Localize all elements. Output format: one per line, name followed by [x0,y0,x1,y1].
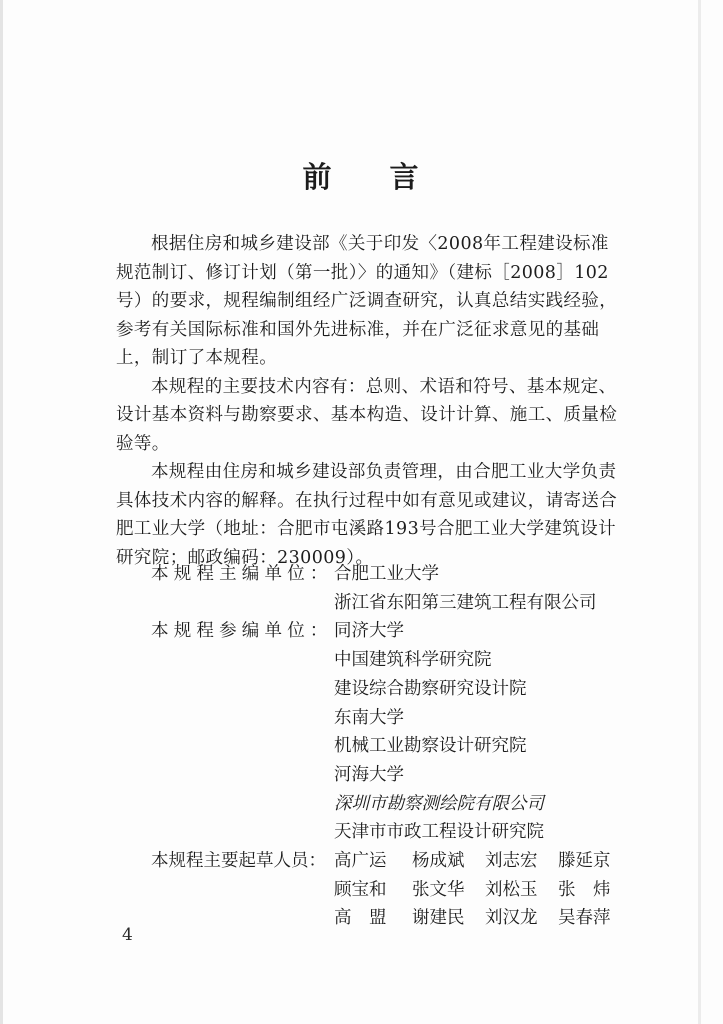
chief-unit: 浙江省东阳第三建筑工程有限公司 [334,592,597,613]
chief-unit-row [116,560,636,589]
participating-unit-row [116,790,636,819]
participating-unit-row [116,617,636,646]
chief-unit-row [116,589,636,618]
drafters-row [116,847,636,876]
text-line: 验等。 [116,433,170,454]
drafter-name: 刘志宏 [485,851,538,872]
chief-units-label: 本规程主编单位： [151,564,333,584]
preface-body [116,230,631,572]
page-title [0,155,723,196]
drafter-name: 张 炜 [558,879,611,900]
drafters-row [116,904,636,933]
participating-unit-row [116,675,636,704]
text-line: 参考有关国际标准和国外先进标准，并在广泛征求意见的基础 [116,319,600,340]
text-line: 研究院；邮政编码：230009）。 [116,547,374,568]
participating-unit-row [116,704,636,733]
drafter-name: 刘汉龙 [485,908,538,929]
drafters-row [116,876,636,905]
text-line: 肥工业大学（地址：合肥市屯溪路193号合肥工业大学建筑设计 [116,519,616,539]
paragraph-2 [116,373,631,459]
text-line: 号）的要求，规程编制组经广泛调查研究，认真总结实践经验， [116,291,618,311]
chief-unit: 合肥工业大学 [334,564,439,584]
participating-unit-row [116,818,636,847]
drafter-name: 吴春萍 [558,908,611,929]
participating-unit: 深圳市勘察测绘院有限公司 [334,793,544,814]
participating-unit: 东南大学 [334,707,404,728]
drafters-label: 本规程主要起草人员： [151,851,326,872]
drafter-name: 高 盟 [334,908,387,929]
page-number: 4 [122,925,133,945]
participating-units-label: 本规程参编单位： [151,621,333,642]
text-line: 上，制订了本规程。 [116,348,278,368]
drafter-name: 张文华 [412,879,465,900]
drafter-name: 刘松玉 [485,879,538,900]
paragraph-3 [116,458,631,572]
scan-edge-left [0,0,3,1024]
participating-unit-row [116,732,636,761]
drafter-name: 谢建民 [412,908,465,929]
text-line: 本规程由住房和城乡建设部负责管理，由合肥工业大学负责 [151,462,617,482]
drafter-name: 滕延京 [558,851,611,872]
scan-edge-right [698,0,701,1024]
paragraph-1 [116,230,631,373]
drafter-name: 顾宝和 [334,879,387,900]
participating-unit: 河海大学 [334,764,404,785]
text-line: 具体技术内容的解释。在执行过程中如有意见或建议，请寄送合 [116,490,618,511]
participating-unit-row [116,646,636,675]
participating-unit: 中国建筑科学研究院 [334,650,492,671]
title-char-2: 言 [389,160,421,194]
drafter-name: 杨成斌 [412,851,465,872]
credits-section [116,560,636,933]
text-line: 本规程的主要技术内容有：总则、术语和符号、基本规定、 [151,376,617,397]
participating-unit: 同济大学 [334,621,404,642]
participating-unit: 天津市市政工程设计研究院 [334,822,544,843]
participating-unit-row [116,761,636,790]
drafter-names [334,847,631,876]
text-line: 设计基本资料与勘察要求、基本构造、设计计算、施工、质量检 [116,405,618,425]
drafter-names [334,904,631,933]
title-char-1: 前 [302,160,334,194]
participating-unit: 机械工业勘察设计研究院 [334,736,527,757]
drafter-names [334,876,631,905]
participating-unit: 建设综合勘察研究设计院 [334,678,527,699]
text-line: 根据住房和城乡建设部《关于印发〈2008年工程建设标准 [151,234,609,254]
drafter-name: 高广运 [334,851,387,872]
text-line: 规范制订、修订计划（第一批）〉的通知》（建标［2008］102 [116,262,609,283]
